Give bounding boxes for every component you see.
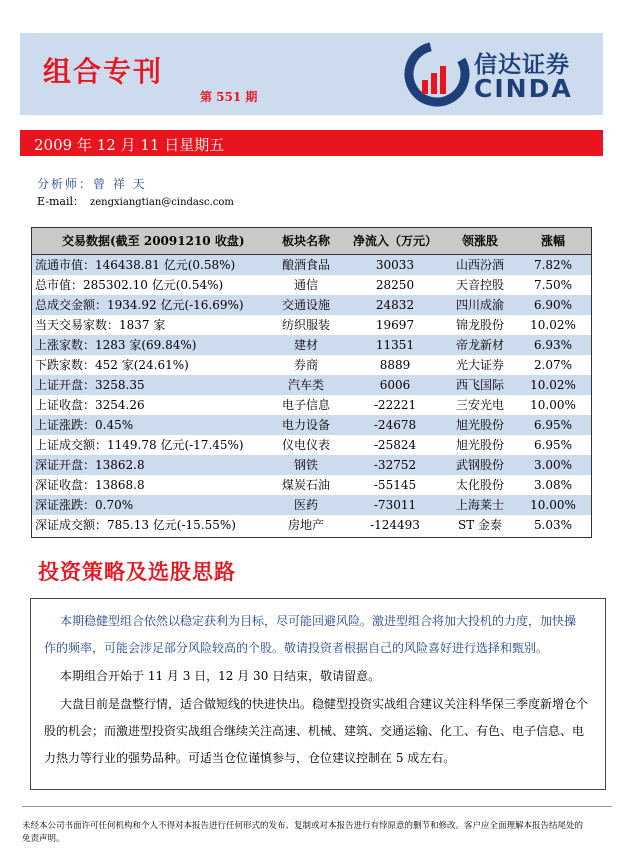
strategy-p3-line2: 股的机会；而激进型投资实战组合继续关注高速、机械、建筑、交通运输、化工、有色、电子信息、电 [44,724,585,738]
trade-data-cell: 深证收盘：13868.8 [35,478,145,492]
leading-stock-cell: ST 金泰 [457,518,503,532]
net-inflow-cell: -25824 [373,438,417,452]
net-inflow-cell: -22221 [373,398,417,412]
market-data-table [31,227,592,538]
logo-english-text: CINDA [474,74,573,103]
trade-data-cell: 上证开盘：3258.35 [35,378,145,392]
trade-data-cell: 总市值：285302.10 亿元(0.54%) [35,278,224,292]
gain-cell: 3.08% [533,478,573,492]
table-row [32,255,591,275]
gain-cell: 3.00% [533,458,573,472]
sector-cell: 交通设施 [281,298,330,312]
table-row [32,375,591,395]
net-inflow-cell: 24832 [375,298,415,312]
email-line [37,193,234,209]
trade-data-cell: 上证涨跌：0.45% [35,418,134,432]
net-inflow-cell: 11351 [375,338,415,352]
net-inflow-cell: 28250 [375,278,415,292]
leading-stock-cell: 武钢股份 [455,458,504,472]
trade-data-cell: 下跌家数：452 家(24.61%) [35,358,189,372]
email-address[interactable]: zengxiangtian@cindasc.com [89,197,234,208]
net-inflow-cell: -55145 [373,478,417,492]
gain-cell: 10.00% [530,498,576,512]
analyst-name: 曾 祥 天 [93,177,147,191]
net-inflow-cell: -32752 [373,458,417,472]
sector-cell: 纺织服装 [281,318,330,332]
report-date: 2009 年 12 月 11 日星期五 [34,136,225,154]
table-header [32,228,591,255]
email-label: E-mail： [37,195,84,208]
table-row [32,435,591,455]
sector-cell: 汽车类 [287,378,324,392]
strategy-p1-line2: 作的频率，可能会涉足部分风险较高的个股。敬请投资者根据自己的风险喜好进行选择和甄别。 [44,641,549,655]
header-leading-stock: 领涨股 [461,234,498,248]
table-row [32,475,591,495]
header-gain: 涨幅 [540,234,565,248]
disclaimer-line1: 未经本公司书面许可任何机构和个人不得对本报告进行任何形式的发布、复制或对本报告进行有悖原意的删节和修改。客户应全面理解本报告结尾处的 [22,821,584,831]
gain-cell: 6.95% [533,418,573,432]
leading-stock-cell: 天音控股 [455,278,504,292]
table-row [32,275,591,295]
analyst-line [37,175,147,192]
net-inflow-cell: -73011 [373,498,417,512]
net-inflow-cell: 6006 [379,378,411,392]
leading-stock-cell: 旭光股份 [455,418,504,432]
trade-data-cell: 深证开盘：13862.8 [35,458,145,472]
trade-data-cell: 总成交金额：1934.92 亿元(-16.69%) [35,298,244,312]
net-inflow-cell: 19697 [375,318,415,332]
section-title: 投资策略及选股思路 [38,560,236,584]
gain-cell: 6.95% [533,438,573,452]
sector-cell: 建材 [293,338,318,352]
header-trade-data: 交易数据(截至 20091210 收盘) [62,234,245,248]
cinda-logo [404,40,594,108]
leading-stock-cell: 四川成渝 [455,298,504,312]
footer-divider [22,806,612,807]
table-row [32,295,591,315]
sector-cell: 电子信息 [281,398,330,412]
gain-cell: 6.90% [533,298,573,312]
table-row [32,335,591,355]
table-row [32,315,591,335]
trade-data-cell: 当天交易家数：1837 家 [35,318,166,332]
trade-data-cell: 上涨家数：1283 家(69.84%) [35,338,197,352]
strategy-p3-line1: 大盘目前是盘整行情，适合做短线的快进快出。稳健型投资实战组合建议关注科华保三季度新增仓个 [60,697,589,711]
leading-stock-cell: 锦龙股份 [455,318,504,332]
gain-cell: 10.02% [530,378,576,392]
header-sector: 板块名称 [281,234,330,248]
trade-data-cell: 深证成交额：785.13 亿元(-15.55%) [35,518,236,532]
leading-stock-cell: 帝龙新材 [455,338,504,352]
table-row [32,415,591,435]
header-net-inflow: 净流入（万元） [352,234,437,248]
table-row [32,395,591,415]
table-row [32,355,591,375]
analyst-label: 分析师： [37,177,94,191]
strategy-p2: 本期组合开始于 11 月 3 日，12 月 30 日结束，敬请留意。 [60,669,381,683]
sector-cell: 煤炭石油 [281,478,330,492]
sector-cell: 房地产 [287,518,324,532]
disclaimer-line2: 免责声明。 [22,834,65,844]
disclaimer [22,820,617,846]
sector-cell: 券商 [293,358,318,372]
publication-title: 组合专刊 [43,55,164,88]
gain-cell: 5.03% [533,518,573,532]
leading-stock-cell: 旭光股份 [455,438,504,452]
strategy-p3-line3: 力热力等行业的强势品种。可适当仓位谨慎参与，仓位建议控制在 5 成左右。 [44,751,456,765]
net-inflow-cell: 8889 [379,358,411,372]
leading-stock-cell: 光大证券 [455,358,504,372]
leading-stock-cell: 太化股份 [455,478,504,492]
gain-cell: 7.50% [533,278,573,292]
sector-cell: 酿酒食品 [281,258,330,272]
net-inflow-cell: 30033 [375,258,415,272]
leading-stock-cell: 西飞国际 [455,378,504,392]
trade-data-cell: 深证涨跌：0.70% [35,498,134,512]
gain-cell: 2.07% [533,358,573,372]
trade-data-cell: 流通市值：146438.81 亿元(0.58%) [35,258,236,272]
table-row [32,455,591,475]
gain-cell: 10.00% [530,398,576,412]
issue-number: 第 551 期 [200,90,258,104]
gain-cell: 7.82% [533,258,573,272]
leading-stock-cell: 上海莱士 [455,498,504,512]
sector-cell: 通信 [293,278,318,292]
leading-stock-cell: 三安光电 [455,398,504,412]
date-bar [20,130,603,156]
leading-stock-cell: 山西汾酒 [455,258,504,272]
gain-cell: 10.02% [530,318,576,332]
gain-cell: 6.93% [533,338,573,352]
trade-data-cell: 上证收盘：3254.26 [35,398,145,412]
sector-cell: 医药 [293,498,318,512]
table-row [32,495,591,515]
sector-cell: 电力设备 [281,418,330,432]
net-inflow-cell: -124493 [370,518,420,532]
sector-cell: 钢铁 [293,458,318,472]
net-inflow-cell: -24678 [373,418,417,432]
trade-data-cell: 上证成交额：1149.78 亿元(-17.45%) [35,438,244,452]
table-row [32,515,591,535]
sector-cell: 仪电仪表 [281,438,330,452]
strategy-p1-line1: 本期稳健型组合依然以稳定获利为目标，尽可能回避风险。激进型组合将加大投机的力度，加快操 [60,614,577,628]
cinda-logo-icon [404,40,470,108]
logo-chinese-text: 信达证券 [474,52,570,78]
